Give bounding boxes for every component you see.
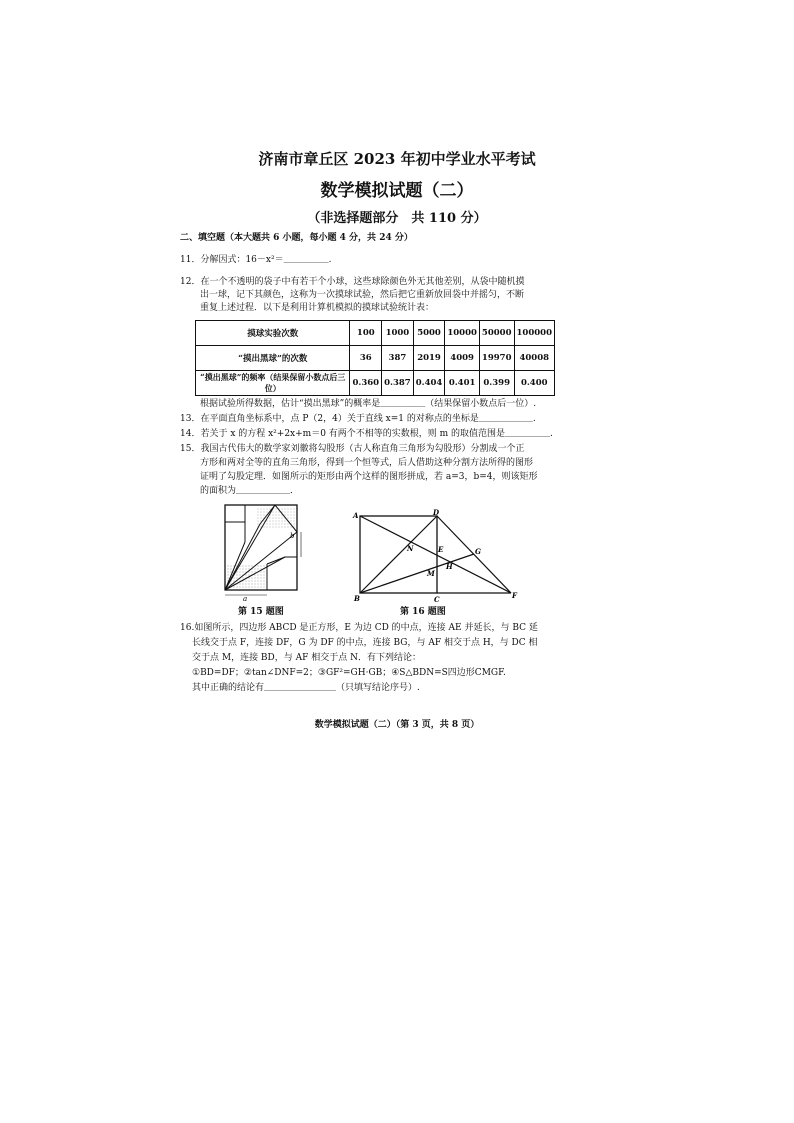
table-cell: 0.400 [514,371,555,396]
fig16-label-M: M [427,569,435,578]
question-16-line2: 长线交于点 F，连接 DF，G 为 DF 的中点，连接 BG，与 AF 相交于点 H，与 DC 相 [192,638,538,648]
table-cell: 19970 [479,346,514,371]
question-12-after: 根据试验所得数据，估计“摸出黑球”的概率是＿＿＿＿＿（结果保留小数点后一位）. [200,399,537,409]
table-cell: 2019 [413,346,445,371]
fig16-label-H: H [446,562,453,571]
table-cell: 100000 [514,321,555,346]
table-cell: 0.387 [382,371,414,396]
fig15-label-b: b [290,532,295,540]
fig16-label-D: D [433,508,440,517]
question-12-line1: 12．在一个不透明的袋子中有若干个小球，这些球除颜色外无其他差别，从袋中随机摸 [180,277,525,287]
figure-15 [215,502,305,602]
table-cell: 387 [382,346,414,371]
fig15-line [267,557,285,564]
table-row-label: “摸出黑球”的频率（结果保留小数点后三位） [196,371,350,396]
table-cell: 1000 [382,321,414,346]
question-15-line4: 的面积为＿＿＿＿＿＿． [200,486,300,496]
figure-15-caption: 第 15 题图 [238,607,284,617]
fig16-label-F: F [512,591,517,600]
table-cell: 50000 [479,321,514,346]
section-heading: 二、填空题（本大题共 6 小题，每小题 4 分，共 24 分） [180,233,413,243]
question-15-line2: 方形和两对全等的直角三角形，得到一个恒等式，后人借助这种分割方法所得的图形 [200,458,534,468]
exam-header: 济南市章丘区 2023 年初中学业水平考试 [258,150,536,168]
figure-16 [348,506,523,604]
fig16-label-C: C [434,595,440,604]
question-15-line1: 15．我国古代伟大的数学家刘徽将勾股形（古人称直角三角形为勾股形）分割成一个正 [180,444,525,454]
table-cell: 5000 [413,321,445,346]
table-cell: 0.401 [445,371,480,396]
fig16-label-E: E [438,545,444,554]
figure-16-caption: 第 16 题图 [400,607,446,617]
table-cell: 10000 [445,321,480,346]
fig16-line-BG [360,554,474,593]
question-16-line1: 16.如图所示，四边形 ABCD 是正方形，E 为边 CD 的中点，连接 AE 并延长，与 BC 延 [180,623,538,633]
paper-subtitle: （非选择题部分 共 110 分） [307,211,487,226]
table-cell: 100 [350,321,382,346]
stats-table [195,320,555,396]
fig15-label-a: a [243,595,248,602]
fig16-label-N: N [407,544,414,553]
question-12-line2: 出一球，记下其颜色，这称为一次摸球试验，然后把它重新放回袋中并摇匀，不断 [200,290,525,300]
table-cell: 40008 [514,346,555,371]
table-cell: 4009 [445,346,480,371]
question-13: 13．在平面直角坐标系中，点 P（2，4）关于直线 x=1 的对称点的坐标是＿＿＿＿＿＿. [180,414,536,424]
fig16-label-A: A [353,511,359,520]
question-16-line4: ①BD=DF；②tan∠DNF=2；③GF²=GH·GB；④S△BDN=S四边形CMGF. [192,668,506,678]
fig16-line-AF [360,516,511,593]
fig16-label-G: G [475,547,481,556]
table-cell: 0.360 [350,371,382,396]
paper-title: 数学模拟试题（二） [320,181,474,201]
question-14: 14．若关于 x 的方程 x²+2x+m＝0 有两个不相等的实数根，则 m 的取值范围是＿＿＿＿＿. [180,429,553,439]
fig16-label-B: B [354,594,360,603]
question-16-line3: 交于点 M，连接 BD，与 AF 相交于点 N．有下列结论： [192,653,421,663]
fig16-line-BD [360,516,437,593]
question-12-line3: 重复上述过程．以下是利用计算机模拟的摸球试验统计表： [200,303,435,313]
question-15-line3: 证明了勾股定理．如图所示的矩形由两个这样的图形拼成，若 a=3，b=4，则该矩形 [200,472,538,482]
question-11: 11．分解因式：16－x²＝＿＿＿＿＿. [180,255,332,265]
question-16-line5: 其中正确的结论有＿＿＿＿＿＿＿＿（只填写结论序号）. [192,683,420,693]
table-cell: 36 [350,346,382,371]
table-cell: 0.399 [479,371,514,396]
table-row-label: “摸出黑球”的次数 [196,346,350,371]
table-row-label: 摸球实验次数 [196,321,350,346]
page-footer: 数学模拟试题（二）（第 3 页，共 8 页） [314,720,480,730]
table-cell: 0.404 [413,371,445,396]
